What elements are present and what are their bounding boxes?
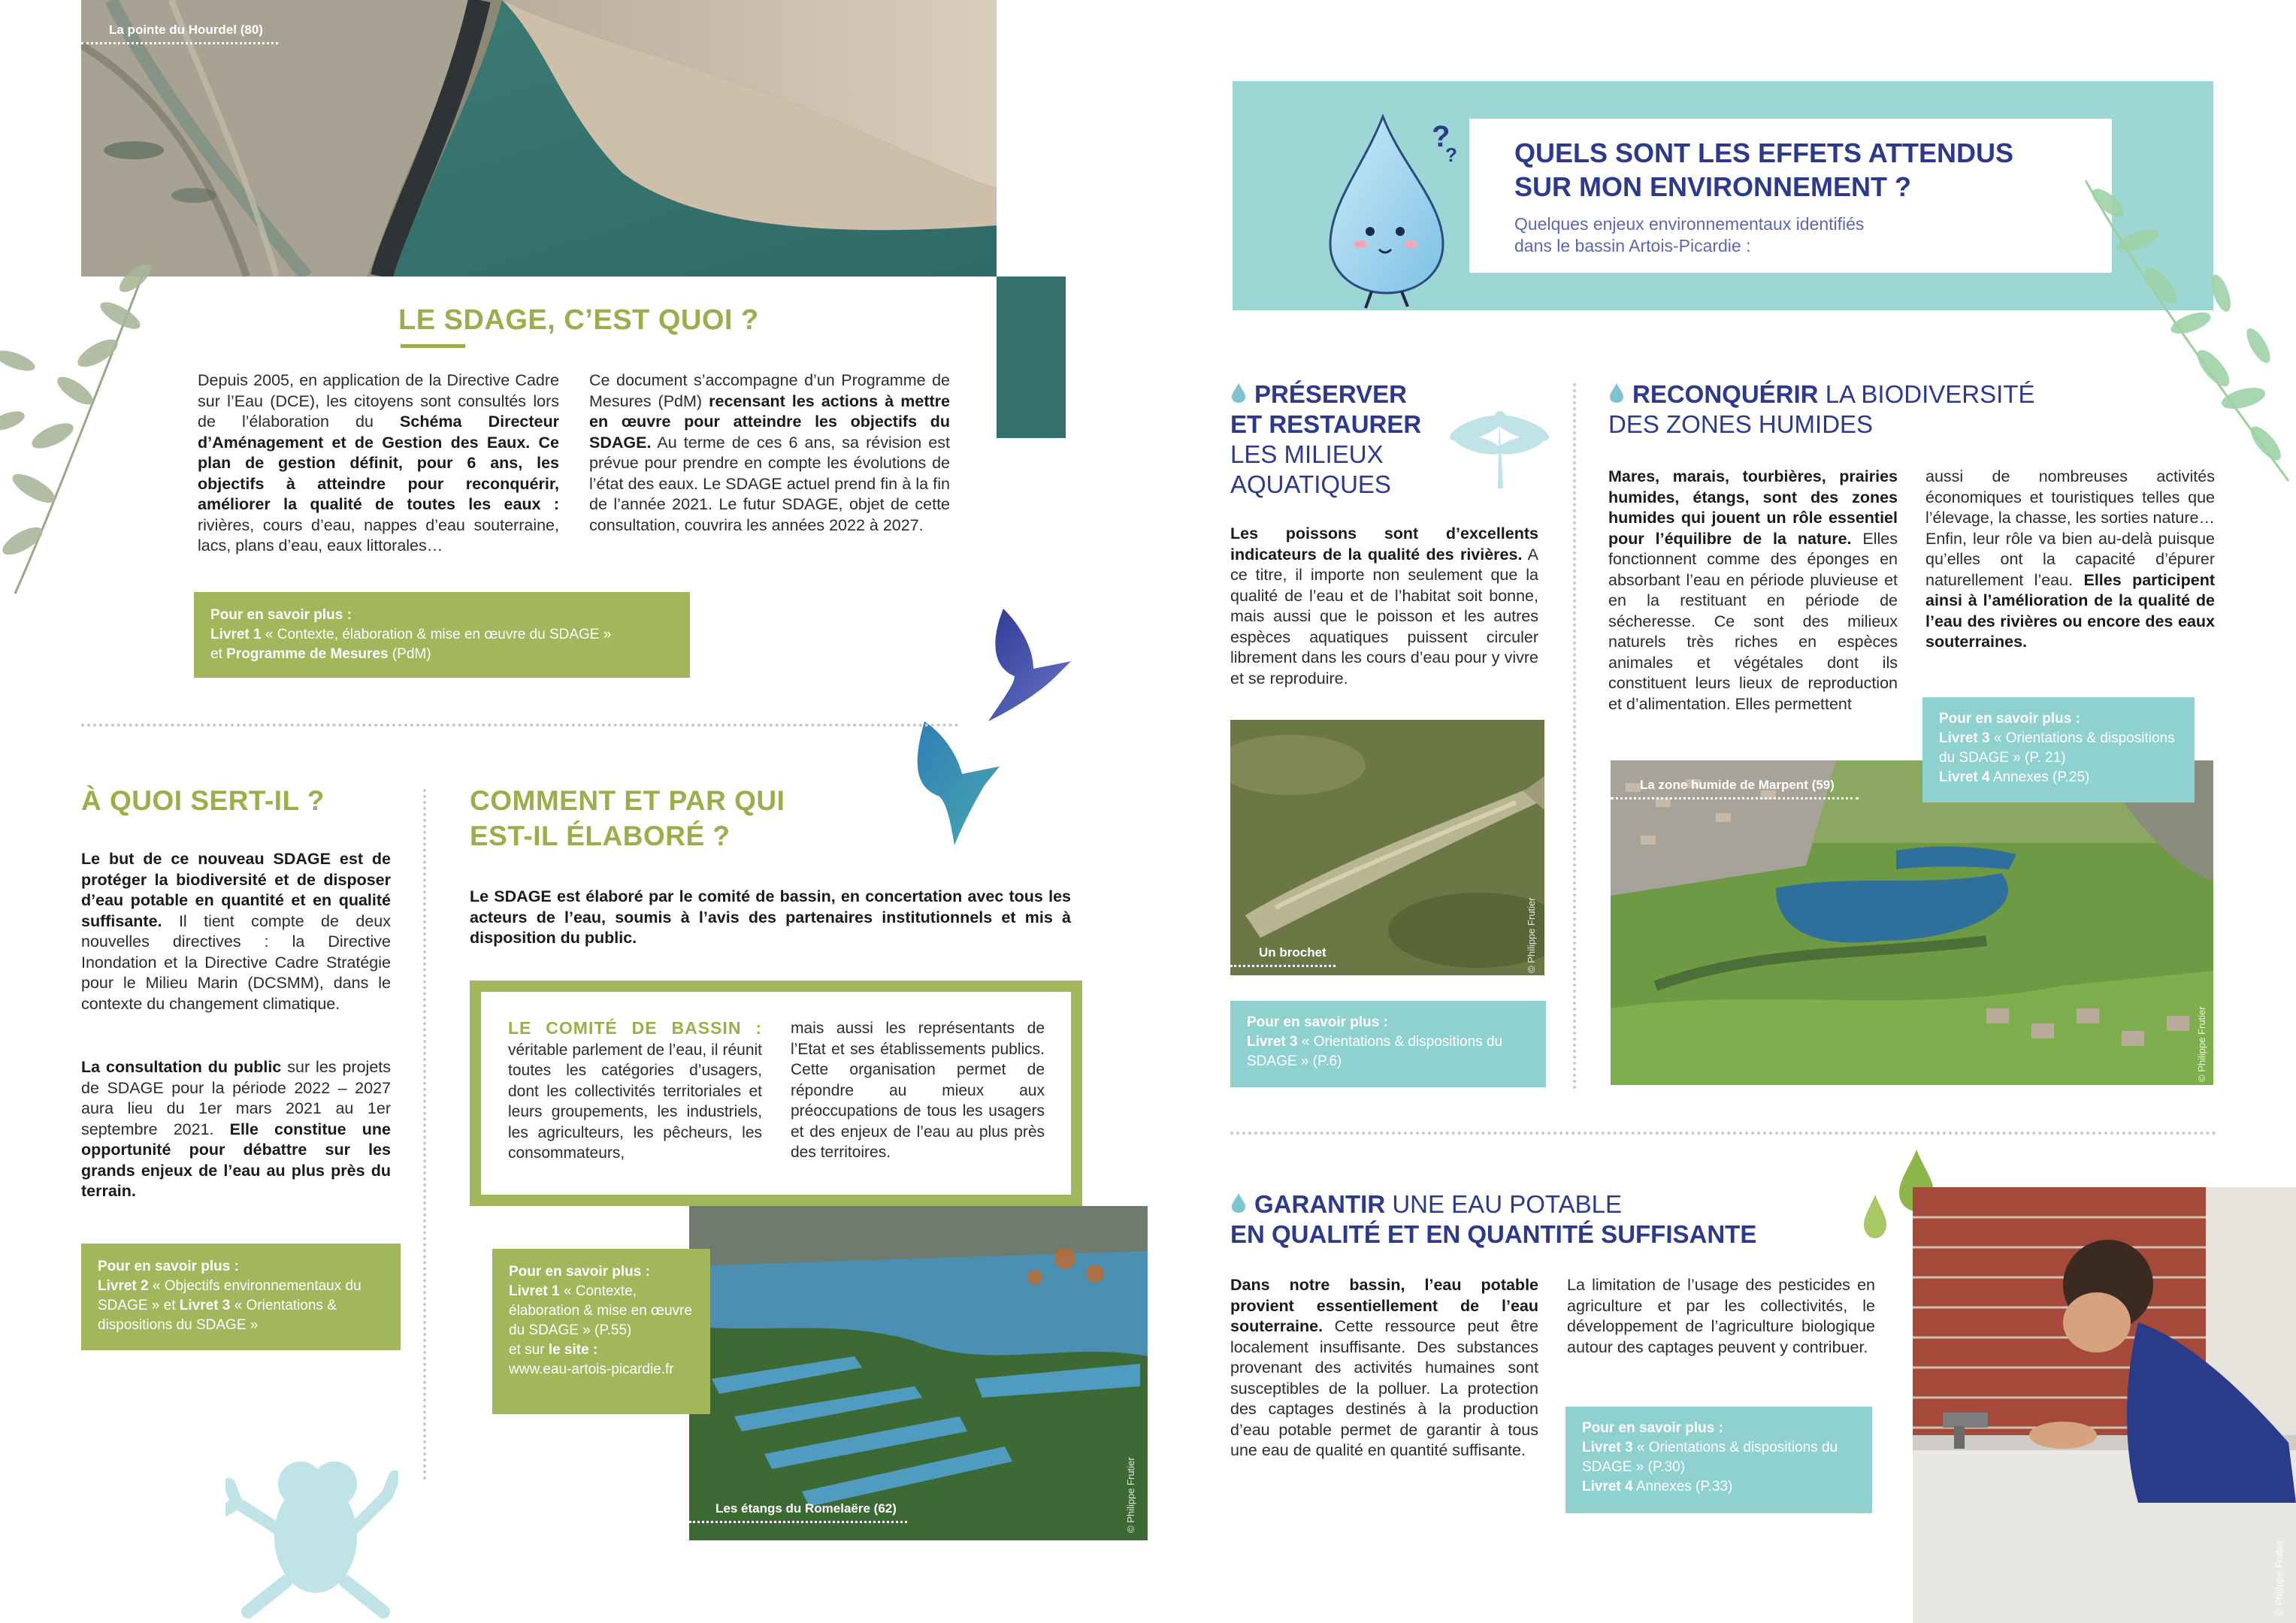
preserver-more-livret3: Livret 3 [1247, 1034, 1298, 1050]
a-quoi-more-heading: Pour en savoir plus : [98, 1259, 239, 1274]
photo-fountain [1913, 1187, 2296, 1623]
garantir-title-light: UNE EAU POTABLE [1385, 1190, 1622, 1218]
a-quoi-title: À QUOI SERT-IL ? [81, 785, 325, 816]
a-quoi-p1-bold: Le but de ce nouveau SDAGE est de protéger la biodiversité et de disposer d’eau potable en quantité et en qualité suffisante. [81, 850, 391, 930]
marpent-caption: La zone humide de Marpent (59) [1640, 778, 1835, 792]
leaves-decoration-icon [2071, 173, 2296, 488]
water-drop-mascot-icon [1311, 105, 1473, 312]
photo-marpent [1611, 760, 2213, 1085]
header-subtitle-line1: Quelques enjeux environnementaux identifiés [1514, 214, 1865, 234]
svg-text:?: ? [1432, 120, 1451, 153]
sdage-col2-part1: Ce document s’accompagne d’un Programme de Mesures (PdM) [589, 371, 950, 410]
comment-title-line1: COMMENT ET PAR QUI [470, 785, 785, 816]
sdage-more-et: et [210, 646, 227, 662]
garantir-heading [1230, 1189, 1756, 1250]
right-divider [1230, 1132, 2216, 1135]
left-col-divider [423, 789, 426, 1480]
preserver-more-heading: Pour en savoir plus : [1247, 1014, 1388, 1030]
sdage-more-heading: Pour en savoir plus : [210, 607, 352, 623]
preserver-title-light2: AQUATIQUES [1230, 470, 1391, 498]
garantir-title-line2: EN QUALITÉ ET EN QUANTITÉ SUFFISANTE [1230, 1220, 1757, 1248]
reconquerir-title-light2: DES ZONES HUMIDES [1608, 410, 1874, 438]
hero-caption: La pointe du Hourdel (80) [109, 23, 263, 37]
reconquerir-col2-bold: Elles participent ainsi à l’amélioration de la qualité de l’eau des rivières ou encore des eaux souterraines. [1925, 570, 2215, 651]
garantir-col1-text: Cette ressource peut être localement insuffisante. Des substances provenant des activités humaines sont susceptibles de la polluer. La protection des captages destinés à la production d’eau potable permet de garantir à tous une eau de qualité en quantité suffisante. [1230, 1317, 1538, 1459]
sdage-col2-part2: recensant les actions à mettre en œuvre pour atteindre les objectifs du SDAGE. [589, 391, 950, 452]
marpent-credit: © Philippe Frutier [2196, 1006, 2207, 1082]
comite-col2: mais aussi les représentants de l’Etat et ses établissements publics. Cette organisation permet de répondre au mieux aux préoccupations de tous les usagers et des enjeux de l’eau au plus près des territoires. [791, 1020, 1045, 1161]
a-quoi-p2-text: sur les projets de SDAGE pour la période 2022 – 2027 aura lieu du 1er mars 2021 au 1er septembre 2021. [81, 1058, 391, 1138]
reconquerir-title-bold: RECONQUÉRIR [1632, 380, 1819, 408]
garantir-more-livret3-text: « Orientations & dispositions du SDAGE » (P.30) [1582, 1440, 1838, 1475]
svg-text:?: ? [1445, 144, 1457, 166]
hero-caption-underline [81, 42, 278, 44]
garantir-col1 [1230, 1275, 1538, 1461]
water-drop-icon [1230, 1192, 1247, 1214]
a-quoi-p1-text: Il tient compte de deux nouvelles directives : la Directive Inondation et la Directive Cadre Stratégie pour le Milieu Marin (DCSMM), dans le contexte du changement climatique. [81, 911, 391, 1013]
right-col-divider [1573, 383, 1576, 1090]
reconquerir-title-light1: LA BIODIVERSITÉ [1818, 380, 2035, 408]
sdage-more-pdm-tail: (PdM) [388, 646, 431, 662]
sdage-col2-part3: Au terme de ces 6 ans, sa révision est prévue pour prendre en compte les évolutions de l’état des eaux. Le SDAGE actuel prend fin à la fin de l’année 2021. Le futur SDAGE, objet de cette consultation, couvrira les années 2022 à 2027. [589, 433, 950, 534]
bird-icon [973, 601, 1086, 729]
a-quoi-more-livret2-text: « Objectifs environnementaux du SDAGE » et [98, 1278, 361, 1313]
garantir-more-livret4-text: Annexes (P.33) [1632, 1479, 1733, 1495]
header-title-line2: SUR MON ENVIRONNEMENT ? [1514, 171, 1912, 202]
leaves-decoration-icon [0, 240, 165, 601]
comment-intro: Le SDAGE est élaboré par le comité de bassin, en concertation avec tous les acteurs de l’eau, soumis à l’avis des partenaires institutionnels et mis à disposition du public. [470, 887, 1071, 947]
left-divider [81, 724, 959, 727]
romelaere-credit: © Philippe Frutier [1125, 1457, 1136, 1533]
sdage-more-livret1: Livret 1 [210, 627, 262, 642]
garantir-more-heading: Pour en savoir plus : [1582, 1420, 1723, 1436]
header-subtitle-line2: dans le bassin Artois-Picardie : [1514, 236, 1751, 255]
water-drop-icon [1608, 382, 1625, 404]
sdage-more-box [194, 592, 690, 678]
photo-brochet [1230, 720, 1544, 975]
reconquerir-more-livret3-text: « Orientations & dispositions du SDAGE » (P. 21) [1939, 730, 2175, 766]
water-drop-icon [1230, 382, 1247, 404]
garantir-more-box [1565, 1407, 1872, 1513]
dragonfly-icon [1447, 391, 1552, 496]
comment-title-line2: EST-IL ÉLABORÉ ? [470, 821, 731, 851]
sdage-col1-part3: rivières, cours d’eau, nappes d’eau souterraine, lacs, plans d’eau, eaux littorales… [198, 515, 559, 555]
a-quoi-more-box [81, 1244, 401, 1350]
photo-romelaere [689, 1206, 1148, 1540]
a-quoi-more-livret2: Livret 2 [98, 1278, 149, 1294]
preserver-body: A ce titre, il importe non seulement que la qualité de l’eau et de l’habitat soit bonne, mais aussi que le poisson et les autres espèces aquatiques puissent circuler librement dans les cours d’eau pour y vivre et se reproduire. [1230, 545, 1538, 688]
marpent-caption-underline [1611, 797, 1859, 799]
frog-icon [225, 1431, 398, 1623]
reconquerir-col2 [1925, 467, 2215, 653]
sdage-more-pdm: Programme de Mesures [226, 646, 389, 662]
reconquerir-col1 [1608, 467, 1898, 715]
bird-icon [902, 714, 1007, 849]
fountain-credit: © Philippe Frutier [2273, 1540, 2285, 1615]
a-quoi-p2-bold1: La consultation du public [81, 1058, 282, 1076]
garantir-more-livret4: Livret 4 [1582, 1479, 1633, 1495]
garantir-title-bold: GARANTIR [1254, 1190, 1386, 1218]
sdage-more-livret1-text: « Contexte, élaboration & mise en œuvre du SDAGE » [261, 627, 612, 642]
garantir-col2: La limitation de l’usage des pesticides en agriculture et par les collectivités, le développement de l’agriculture biologique autour des captages peuvent y contribuer. [1567, 1276, 1875, 1356]
comment-more-et-sur: et sur [509, 1342, 549, 1358]
preserver-title-bold2: ET RESTAURER [1230, 410, 1422, 438]
sdage-title-underline [401, 344, 465, 348]
preserver-title-light1: LES MILIEUX [1230, 440, 1384, 468]
brochet-caption-underline [1230, 965, 1336, 967]
reconquerir-more-livret3: Livret 3 [1939, 730, 1990, 746]
reconquerir-heading [1608, 379, 2034, 440]
comite-col1 [508, 1018, 762, 1164]
comment-more-livret1: Livret 1 [509, 1283, 560, 1299]
a-quoi-p2-bold2: Elle constitue une opportunité pour débattre sur les grands enjeux de l’eau au plus près du terrain. [81, 1120, 391, 1200]
reconquerir-more-box [1922, 697, 2195, 802]
a-quoi-p2 [81, 1057, 391, 1202]
hero-photo-strip [997, 277, 1066, 438]
comment-more-site: le site : [548, 1342, 598, 1358]
brochet-credit: © Philippe Frutier [1526, 897, 1537, 973]
comite-label: LE COMITÉ DE BASSIN : [508, 1018, 762, 1038]
preserver-more-livret3-text: « Orientations & dispositions du SDAGE » (P.6) [1247, 1034, 1503, 1069]
sdage-col1-part2: Schéma Directeur d’Aménagement et de Gestion des Eaux. Ce plan de gestion définit, pour 6 ans, les objectifs à atteindre pour reconquérir, améliorer la qualité de toutes les eaux : [198, 413, 559, 513]
sdage-col1-part1: Depuis 2005, en application de la Directive Cadre sur l’Eau (DCE), les citoyens sont consultés lors de l’élaboration du [198, 371, 559, 431]
comment-more-box [492, 1249, 710, 1414]
reconquerir-col2-text: aussi de nombreuses activités économiques et touristiques telles que l’élevage, la chasse, les sorties nature… Enfin, leur rôle va bien au-delà puisque qu’elles ont la capacité d’épurer naturellement l’eau. [1925, 467, 2215, 589]
preserver-text [1230, 524, 1538, 689]
brochet-caption: Un brochet [1259, 945, 1326, 960]
romelaere-caption-underline [689, 1521, 907, 1523]
a-quoi-p1 [81, 849, 391, 1014]
reconquerir-more-livret4: Livret 4 [1939, 769, 1990, 785]
comite-col1-text: véritable parlement de l’eau, il réunit toutes les catégories d’usagers, dont les collectivités territoriales et leurs groupements, les industriels, les agriculteurs, les pêcheurs, les consommateurs, [508, 1041, 762, 1162]
sdage-col2 [589, 370, 950, 536]
a-quoi-more-livret3: Livret 3 [179, 1298, 231, 1313]
reconquerir-col1-text: Elles fonctionnent comme des éponges en absorbant l’eau en période pluvieuse et en la restituant en période de sécheresse. Ce sont des milieux naturels très riches en espèces animales et végétales dont ils constituent leurs lieux de reproduction et d’alimentation. Elles permettent [1608, 529, 1898, 713]
romelaere-caption: Les étangs du Romelaëre (62) [715, 1501, 897, 1516]
garantir-col1-bold: Dans notre bassin, l’eau potable provient essentiellement de l’eau souterraine. [1230, 1276, 1538, 1335]
reconquerir-more-heading: Pour en savoir plus : [1939, 711, 2080, 727]
preserver-more-box [1230, 1001, 1546, 1087]
preserver-title-bold1: PRÉSERVER [1254, 380, 1407, 408]
comment-more-url[interactable]: www.eau-artois-picardie.fr [509, 1362, 674, 1377]
reconquerir-col1-bold: Mares, marais, tourbières, prairies humides, étangs, sont des zones humides qui jouent un rôle essentiel pour l’équilibre de la nature. [1608, 467, 1898, 548]
sdage-col1 [198, 370, 559, 557]
garantir-more-livret3: Livret 3 [1582, 1440, 1633, 1455]
sdage-title: LE SDAGE, C’EST QUOI ? [398, 304, 759, 336]
preserver-heading [1230, 379, 1471, 500]
comment-more-heading: Pour en savoir plus : [509, 1264, 650, 1280]
reconquerir-more-livret4-text: Annexes (P.25) [1989, 769, 2090, 785]
preserver-lead: Les poissons sont d’excellents indicateurs de la qualité des rivières. [1230, 524, 1538, 564]
a-quoi-more-livret3-text: « Orientations & dispositions du SDAGE » [98, 1298, 337, 1333]
comment-more-livret1-text: « Contexte, élaboration & mise en œuvre du SDAGE » (P.55) [509, 1283, 692, 1338]
header-title-line1: QUELS SONT LES EFFETS ATTENDUS [1514, 138, 2014, 168]
